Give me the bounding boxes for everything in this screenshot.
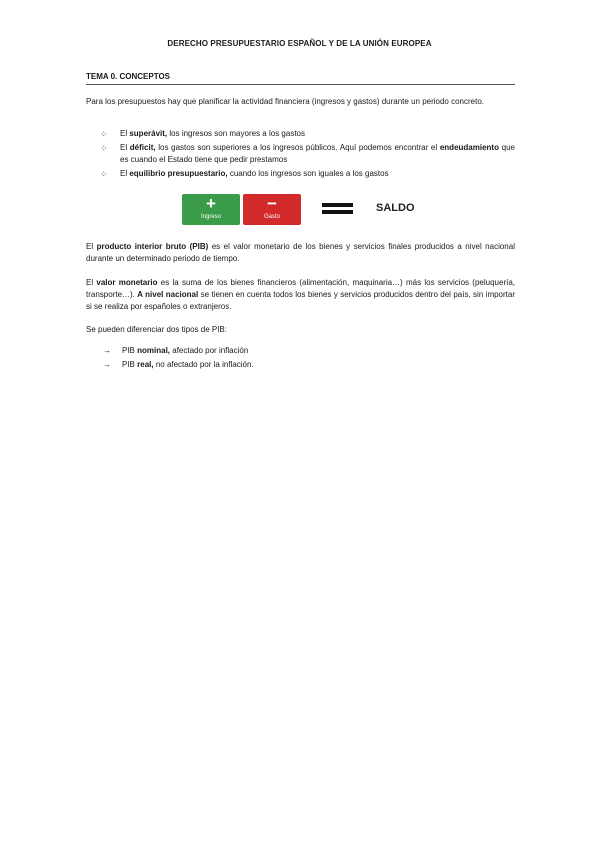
- intro-paragraph: Para los presupuestos hay que planificar la actividad financiera (ingresos y gastos) durante un periodo concreto.: [86, 97, 485, 106]
- section-divider: [86, 84, 515, 85]
- term-endeudamiento: endeudamiento: [439, 142, 499, 152]
- term-superavit: superávit,: [129, 129, 168, 138]
- term-pib: producto interior bruto (PIB): [96, 242, 209, 251]
- section-title: TEMA 0. CONCEPTOS: [86, 72, 171, 81]
- dotted-circle-bullet-icon: ⁘: [100, 142, 108, 153]
- saldo-diagram: [182, 194, 422, 226]
- term-nominal: nominal,: [137, 346, 171, 355]
- list-item-pib-nominal: → PIB nominal, afectado por inflación: [86, 345, 515, 358]
- document-title: DERECHO PRESUPUESTARIO ESPAÑOL Y DE LA UNIÓN EUROPEA: [167, 39, 432, 48]
- term-equilibrio: equilibrio presupuestario,: [129, 168, 228, 178]
- list-item-equilibrio: ⁘ El equilibrio presupuestario, cuando los ingresos son iguales a los gastos: [100, 168, 389, 179]
- gasto-box: [243, 194, 301, 225]
- list-item-superavit: ⁘ El superávit, los ingresos son mayores a los gastos: [100, 129, 305, 139]
- dotted-circle-bullet-icon: ⁘: [100, 129, 108, 139]
- term-valor-monetario: valor monetario: [96, 278, 158, 287]
- arrow-right-icon: →: [103, 359, 111, 369]
- ingreso-label: Ingreso: [200, 214, 221, 220]
- term-deficit: déficit,: [129, 142, 156, 152]
- dotted-circle-bullet-icon: ⁘: [100, 168, 108, 179]
- list-item-deficit: ⁘ El déficit, los gastos son superiores a los ingresos públicos. Aquí podemos encontrar el endeudamiento que es cuando el Estado tiene que pedir prestamos: [100, 142, 515, 164]
- valor-paragraph: El valor monetario es la suma de los bienes financieros (alimentación, maquinaria…) más los servicios (peluquería, transporte…). A nivel nacional se tienen en cuenta todos los bienes y servicios producidos dentro del país, sin importar si se realiza por españoles o extranjeros.: [86, 278, 516, 311]
- ingreso-box: [182, 194, 240, 225]
- saldo-label: SALDO: [376, 202, 415, 214]
- list-item-pib-real: → PIB real, no afectado por la inflación.: [86, 359, 515, 372]
- plus-icon: +: [206, 194, 216, 213]
- pib-types-intro: Se pueden diferenciar dos tipos de PIB:: [86, 325, 227, 334]
- arrow-right-icon: →: [103, 346, 111, 355]
- minus-icon: −: [267, 194, 277, 213]
- pib-types-list: [86, 345, 515, 372]
- term-real: real,: [137, 359, 154, 369]
- budget-concepts-list: [86, 128, 515, 181]
- gasto-label: Gasto: [263, 214, 280, 220]
- equals-icon: [322, 203, 353, 217]
- term-nivel-nacional: A nivel nacional: [137, 290, 199, 299]
- pib-paragraph: El producto interior bruto (PIB) es el valor monetario de los bienes y servicios finales producidos a nivel nacional durante un determinado periodo de tiempo.: [86, 242, 515, 263]
